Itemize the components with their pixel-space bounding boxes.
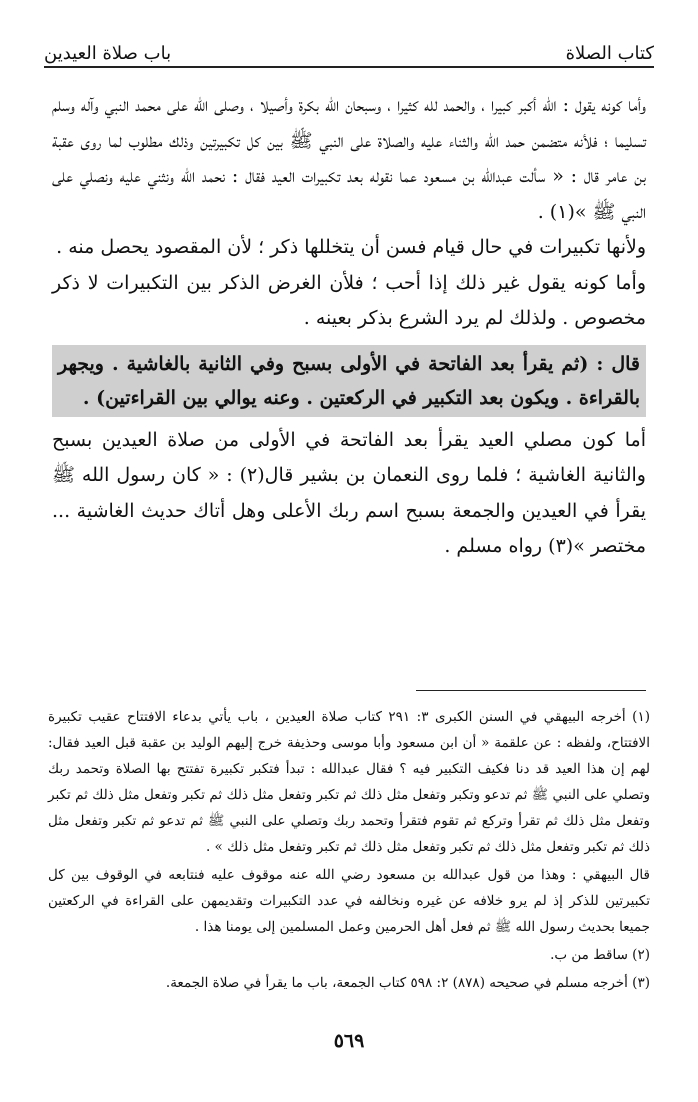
commentary-paragraph-4: أما كون مصلي العيد يقرأ بعد الفاتحة في الأولى من صلاة العيدين بسبح والثانية الغاشية ؛ فلما روى النعمان بن بشير قال(٢) : « كان رسول الله ﷺ يقرأ في العيدين والجمعة بسبح اسم ربك الأعلى وهل أتاك حديث الغاشية ... مختصر »(٣) رواه مسلم . [52, 428, 646, 557]
commentary-paragraph-3: وأما كونه يقول غير ذلك إذا أحب ؛ فلأن الغرض الذكر بين التكبيرات لا ذكر مخصوص . ولذلك لم يرد الشرع بذكر بعينه . [52, 271, 646, 329]
page-number: ٥٦٩ [333, 1030, 365, 1052]
header-divider [44, 66, 654, 68]
footnote-2: (٢) ساقط من ب. [550, 947, 650, 963]
footnote-1: (١) أخرجه البيهقي في السنن الكبرى ٣: ٢٩١ كتاب صلاة العيدين ، باب يأتي بدعاء الافتتاح عقيب تكبيرة الافتتاح، ولفظه : عن علقمة « أن ابن مسعود وأبا موسى وحذيفة خرج إليهم الوليد بن عقبة قبل العيد فقال: لهم إن هذا العيد قد دنا فكيف التكبير فيه ؟ فقال عبدالله : تبدأ فتكبر تكبيرة تفتتح بها الصلاة وتحمد ربك وتصلي على النبي ﷺ ثم تدعو وتكبر وتفعل مثل ذلك ثم تكبر وتفعل مثل ذلك ثم تكبر وتفعل مثل ذلك ثم تكبر وتفعل مثل ذلك ثم تقرأ وتركع ثم تقوم فتقرأ وتحمد ربك وتصلي على النبي ﷺ ثم تدعو ثم تكبر وتفعل مثل ذلك ثم تكبر وتفعل مثل ذلك ثم تكبر وتفعل مثل ذلك ثم تكبر وتفعل مثل ذلك » . [48, 709, 650, 855]
footnote-divider [416, 690, 646, 691]
commentary-paragraph-2: ولأنها تكبيرات في حال قيام فسن أن يتخللها ذكر ؛ لأن المقصود يحصل منه . [56, 236, 646, 258]
footnote-1-continuation: قال البيهقي : وهذا من قول عبدالله بن مسعود رضي الله عنه موقوف عليه فنتابعه في الوقوف بين كل تكبيرتين للذكر إذ لم يرو خلافه عن غيره ونخالفه في عدد التكبيرات وتقديمهن على القراءة في الركعتين جميعا بحديث رسول الله ﷺ ثم فعل أهل الحرمين وعمل المسلمين إلى يومنا هذا . [48, 867, 650, 935]
book-title: كتاب الصلاة [565, 43, 654, 64]
chapter-title: باب صلاة العيدين [44, 43, 172, 64]
main-text [52, 88, 646, 565]
commentary-paragraph-1: وأما كونه يقول : الله أكبر كبيرا ، والحمد لله كثيرا ، وسبحان الله بكرة وأصيلا ، وصلى الله على محمد النبي وآله وسلم تسليما ؛ فلأنه متضمن حمد الله والثناء عليه والصلاة على النبي ﷺ بين كل تكبيرتين وذلك مطلوب لما روى عقبة بن عامر قال : « سألت عبدالله بن مسعود عما نقوله بعد تكبيرات العيد فقال : نحمد الله ونثني عليه ونصلي على النبي ﷺ »(١) . [52, 94, 646, 223]
footnote-3: (٣) أخرجه مسلم في صحيحه (٨٧٨) ٢: ٥٩٨ كتاب الجمعة، باب ما يقرأ في صلاة الجمعة. [165, 975, 650, 991]
matn-highlighted-block: قال : (ثم يقرأ بعد الفاتحة في الأولى بسبح وفي الثانية بالغاشية . ويجهر بالقراءة . ويكون بعد التكبير في الركعتين . وعنه يوالي بين القراءتين) . [52, 345, 646, 417]
footnotes [48, 704, 650, 998]
running-header [44, 30, 654, 64]
